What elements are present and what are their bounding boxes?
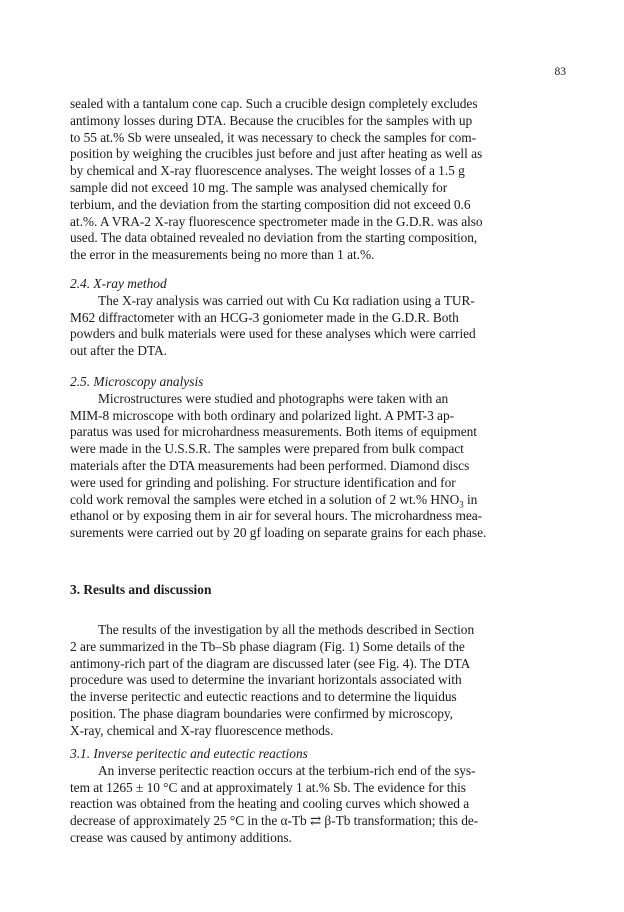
text-line: materials after the DTA measurements had been performed. Diamond discs [70,457,470,473]
text-line: MIM-8 microscope with both ordinary and polarized light. A PMT-3 ap- [70,407,454,423]
text-line: antimony-rich part of the diagram are discussed later (see Fig. 4). The DTA [70,655,471,671]
section-microscopy-analysis [70,374,560,542]
page-number: 83 [554,66,566,78]
text-line: An inverse peritectic reaction occurs at the terbium-rich end of the sys- [98,762,476,778]
text-line: position. The phase diagram boundaries were confirmed by microscopy, [70,705,453,721]
text-line: ethanol or by exposing them in air for several hours. The microhardness mea- [70,508,483,524]
text-line: The X-ray analysis was carried out with Cu Kα radiation using a TUR- [98,292,475,308]
intro-paragraph [70,96,560,264]
text-line: terbium, and the deviation from the starting composition did not exceed 0.6 [70,196,471,212]
text-line: position by weighing the crucibles just before and just after heating as well as [70,146,483,162]
subsection-heading: 3.1. Inverse peritectic and eutectic reactions [70,746,308,761]
section-heading: 3. Results and discussion [70,582,212,597]
results-paragraph [70,622,560,740]
text-line: antimony losses during DTA. Because the crucibles for the samples with up [70,112,473,128]
text-line: Microstructures were studied and photographs were taken with an [98,390,449,406]
text-line: reaction was obtained from the heating and cooling curves which showed a [70,796,470,812]
text-line: procedure was used to determine the invariant horizontals associated with [70,672,462,688]
text-line: sealed with a tantalum cone cap. Such a crucible design completely excludes [70,96,478,111]
text-line: out after the DTA. [70,343,167,359]
text-line-hno3 [70,492,560,509]
text-line: tem at 1265 ± 10 °C and at approximately 1 at.% Sb. The evidence for this [70,779,466,795]
text-fragment: cold work removal the samples were etched in a solution of 2 wt.% HNO [70,491,460,507]
text-line: at.%. A VRA-2 X-ray fluorescence spectrometer made in the G.D.R. was also [70,213,483,229]
text-line: decrease of approximately 25 °C in the α-Tb ⇄ β-Tb transformation; this de- [70,813,479,829]
text-line: crease was caused by antimony additions. [70,829,292,845]
text-line: The results of the investigation by all the methods described in Section [98,622,475,637]
text-line: the error in the measurements being no more than 1 at.%. [70,247,375,263]
section-xray-method [70,276,560,360]
subsection-heading: 2.4. X-ray method [70,276,167,291]
subscript: 3 [459,499,464,510]
text-line: by chemical and X-ray fluorescence analyses. The weight losses of a 1.5 g [70,163,465,179]
text-line: were used for grinding and polishing. For structure identification and for [70,474,456,490]
text-line: surements were carried out by 20 gf loading on separate grains for each phase. [70,525,487,541]
text-line: to 55 at.% Sb were unsealed, it was necessary to check the samples for com- [70,129,477,145]
text-line: 2 are summarized in the Tb–Sb phase diagram (Fig. 1) Some details of the [70,638,465,654]
text-line: were made in the U.S.S.R. The samples were prepared from bulk compact [70,441,464,457]
section-results-discussion [70,582,560,599]
text-line: used. The data obtained revealed no deviation from the starting composition, [70,230,478,246]
text-line: M62 diffractometer with an HCG-3 goniometer made in the G.D.R. Both [70,309,459,325]
text-line: sample did not exceed 10 mg. The sample was analysed chemically for [70,179,448,195]
text-line: X-ray, chemical and X-ray fluorescence methods. [70,722,334,738]
text-line: the inverse peritectic and eutectic reactions and to determine the liquidus [70,689,457,705]
text-line: powders and bulk materials were used for these analyses which were carried [70,326,476,342]
section-inverse-peritectic [70,746,560,847]
text-fragment: in [463,491,478,507]
subsection-heading: 2.5. Microscopy analysis [70,374,204,389]
text-line: paratus was used for microhardness measurements. Both items of equipment [70,424,477,440]
